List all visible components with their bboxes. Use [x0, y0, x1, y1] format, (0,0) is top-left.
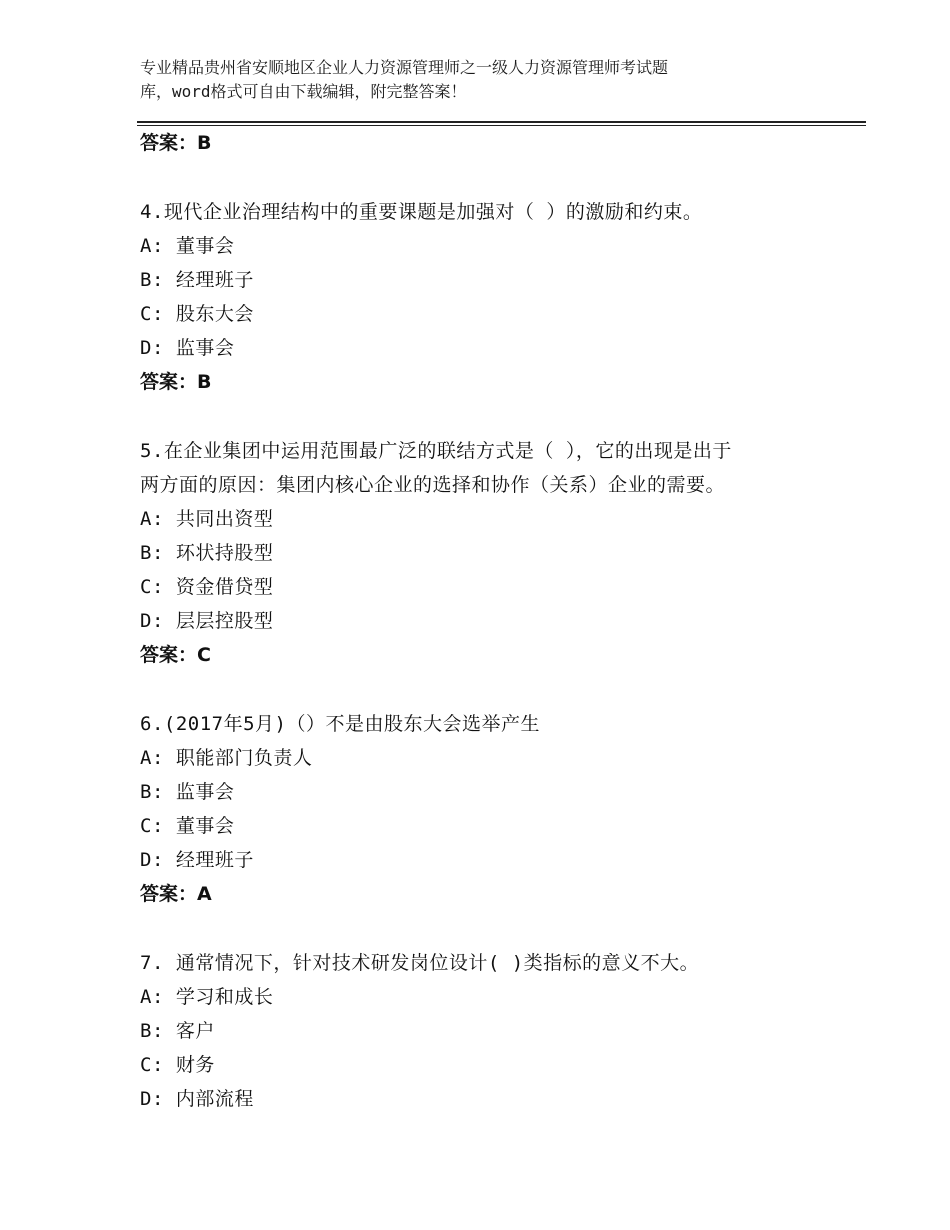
- page-header: [140, 56, 840, 104]
- question-stem: 4.现代企业治理结构中的重要课题是加强对（ ）的激励和约束。: [140, 201, 703, 223]
- option-c: C: 财务: [140, 1054, 215, 1076]
- header-line-2: 库，word格式可自由下载编辑，附完整答案！: [140, 82, 467, 101]
- question-stem: 7. 通常情况下，针对技术研发岗位设计( )类指标的意义不大。: [140, 952, 700, 974]
- answer-line: 答案：A: [140, 883, 212, 905]
- option-a: A: 共同出资型: [140, 508, 274, 530]
- option-b: B: 客户: [140, 1020, 215, 1042]
- option-a: A: 董事会: [140, 235, 235, 257]
- option-c: C: 资金借贷型: [140, 576, 274, 598]
- header-divider-thick: [137, 121, 866, 123]
- header-line-1: 专业精品贵州省安顺地区企业人力资源管理师之一级人力资源管理师考试题: [140, 58, 669, 77]
- answer-line: 答案：C: [140, 644, 211, 666]
- option-b: B: 监事会: [140, 781, 235, 803]
- option-b: B: 经理班子: [140, 269, 254, 291]
- answer-line: 答案：B: [140, 371, 212, 393]
- question-stem: 6.(2017年5月)（）不是由股东大会选举产生: [140, 713, 540, 735]
- option-d: D: 监事会: [140, 337, 235, 359]
- question-stem-continued: 两方面的原因：集团内核心企业的选择和协作（关系）企业的需要。: [140, 474, 726, 496]
- option-a: A: 学习和成长: [140, 986, 274, 1008]
- header-divider-thin: [137, 125, 866, 126]
- question-stem: 5.在企业集团中运用范围最广泛的联结方式是（ ），它的出现是出于: [140, 440, 732, 462]
- option-d: D: 内部流程: [140, 1088, 254, 1110]
- option-a: A: 职能部门负责人: [140, 747, 313, 769]
- option-b: B: 环状持股型: [140, 542, 274, 564]
- option-c: C: 股东大会: [140, 303, 254, 325]
- option-d: D: 层层控股型: [140, 610, 274, 632]
- answer-line: 答案：B: [140, 132, 212, 154]
- option-c: C: 董事会: [140, 815, 235, 837]
- option-d: D: 经理班子: [140, 849, 254, 871]
